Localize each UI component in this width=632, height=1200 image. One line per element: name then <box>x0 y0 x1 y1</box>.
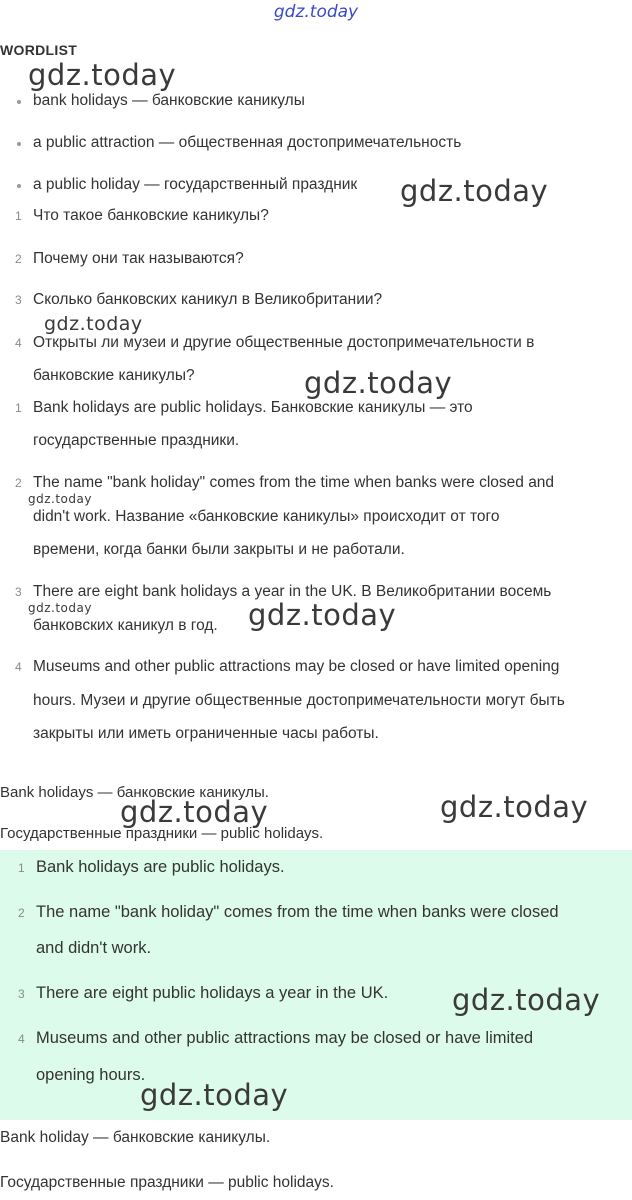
wordlist-item: a public attraction — общественная достопримечательность <box>33 134 462 151</box>
answer-line: There are eight public holidays a year in the UK. <box>36 984 389 1002</box>
answer-line: государственные праздники. <box>33 432 240 449</box>
watermark: gdz.today <box>440 790 589 824</box>
watermark: gdz.today <box>28 601 92 615</box>
note-line: Государственные праздники — public holidays. <box>0 825 324 842</box>
watermark: gdz.today <box>140 1078 289 1112</box>
answer-line: Bank holidays are public holidays. <box>36 858 285 876</box>
answer-number: 4 <box>18 1032 25 1046</box>
watermark: gdz.today <box>400 174 549 208</box>
note-line: Bank holidays — банковские каникулы. <box>0 784 269 801</box>
question-line: Что такое банковские каникулы? <box>33 207 269 224</box>
watermark: gdz.today <box>28 492 92 506</box>
answer-line: hours. Музеи и другие общественные достопримечательности могут быть <box>33 692 565 709</box>
answer-line: Bank holidays are public holidays. Банковские каникулы — это <box>33 399 473 416</box>
answer-number: 1 <box>15 401 22 415</box>
question-line: Почему они так называются? <box>33 250 244 267</box>
watermark: gdz.today <box>248 598 397 632</box>
wordlist-title: WORDLIST <box>0 42 78 58</box>
header-watermark: gdz.today <box>273 2 359 22</box>
note-line: Bank holiday — банковские каникулы. <box>0 1129 271 1146</box>
question-number: 1 <box>15 209 22 223</box>
question-line: банковские каникулы? <box>33 367 195 384</box>
wordlist-item: a public holiday — государственный праздник <box>33 176 358 193</box>
question-number: 2 <box>15 252 22 266</box>
question-number: 4 <box>15 336 22 350</box>
answer-line: opening hours. <box>36 1066 146 1084</box>
question-line: Открыты ли музеи и другие общественные достопримечательности в <box>33 334 535 351</box>
answer-line: didn't work. Название «банковские каникулы» происходит от того <box>33 508 500 525</box>
watermark: gdz.today <box>452 983 601 1017</box>
wordlist-item: bank holidays — банковские каникулы <box>33 92 305 109</box>
answer-line: There are eight bank holidays a year in the UK. В Великобритании восемь <box>33 583 552 600</box>
watermark: gdz.today <box>304 366 453 400</box>
answer-line: банковских каникул в год. <box>33 617 218 634</box>
answer-number: 3 <box>15 585 22 599</box>
watermark: gdz.today <box>120 795 269 829</box>
answer-line: времени, когда банки были закрыты и не работали. <box>33 541 405 558</box>
answer-number: 2 <box>15 476 22 490</box>
answer-line: The name "bank holiday" comes from the time when banks were closed and <box>33 474 555 491</box>
answer-number: 4 <box>15 660 22 674</box>
note-line: Государственные праздники — public holidays. <box>0 1174 334 1191</box>
bullet <box>17 142 21 146</box>
answer-number: 2 <box>18 906 25 920</box>
bullet <box>17 100 21 104</box>
answer-line: Museums and other public attractions may be closed or have limited <box>36 1029 534 1047</box>
answer-line: The name "bank holiday" comes from the time when banks were closed <box>36 903 559 921</box>
watermark: gdz.today <box>44 313 143 335</box>
question-line: Сколько банковских каникул в Великобритании? <box>33 291 383 308</box>
answer-line: Museums and other public attractions may be closed or have limited opening <box>33 658 560 675</box>
answer-number: 1 <box>18 861 25 875</box>
answer-line: закрыты или иметь ограниченные часы работы. <box>33 725 379 742</box>
question-number: 3 <box>15 293 22 307</box>
bullet <box>17 184 21 188</box>
answer-number: 3 <box>18 987 25 1001</box>
watermark: gdz.today <box>28 58 177 92</box>
answer-line: and didn't work. <box>36 939 152 957</box>
